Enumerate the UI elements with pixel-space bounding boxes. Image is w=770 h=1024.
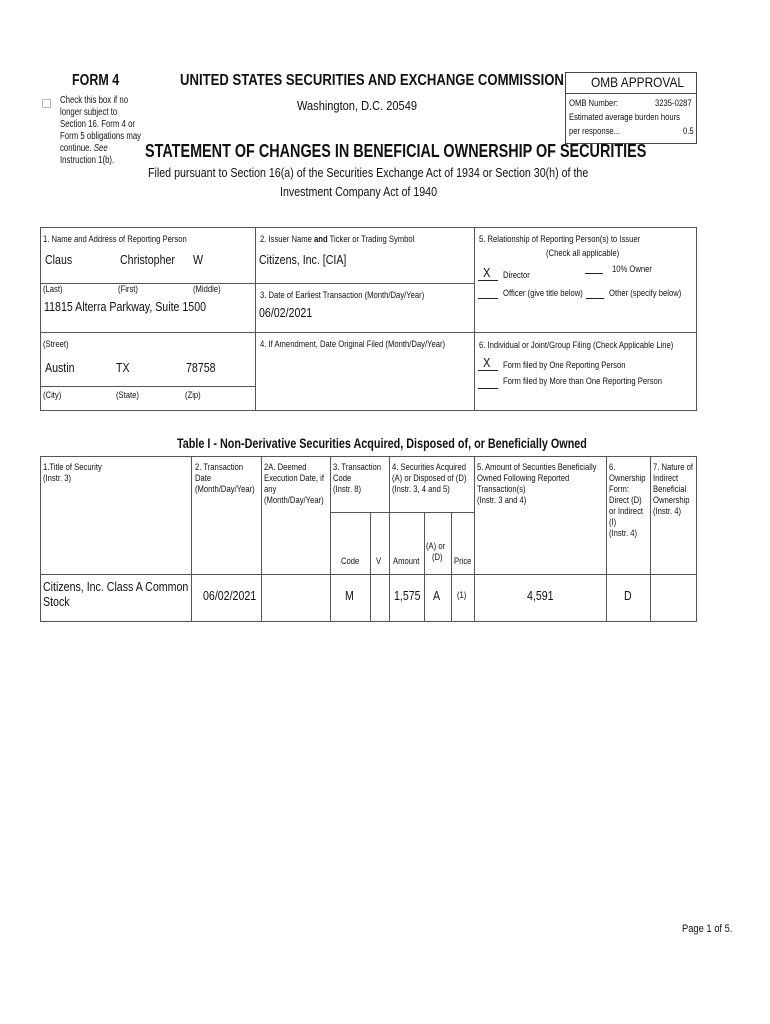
officer-label: Officer (give title below) xyxy=(503,288,583,298)
reporting-person-street: 11815 Alterra Parkway, Suite 1500 xyxy=(44,300,207,314)
row-a-or-d: A xyxy=(433,589,441,603)
col-amount-owned: 5. Amount of Securities Beneficially Owned Following Reported Transaction(s) (Instr. 3 and 4) xyxy=(477,462,597,505)
col-transaction-date: 2. Transaction Date (Month/Day/Year) xyxy=(195,462,255,494)
col-transaction-code: 3. Transaction Code (Instr. 8) xyxy=(333,462,382,494)
form-title: FORM 4 xyxy=(72,72,120,89)
omb-burden-value: 0.5 xyxy=(683,126,694,136)
middle-name-label: (Middle) xyxy=(193,284,221,294)
commission-title: UNITED STATES SECURITIES AND EXCHANGE COMMISSION xyxy=(180,72,564,89)
subcol-code: Code xyxy=(341,556,360,566)
checkbox-instruction-text: Check this box if no longer subject to Section 16. Form 4 or Form 5 obligations may continue. See Instruction 1(b). xyxy=(60,95,142,166)
state-label: (State) xyxy=(116,390,139,400)
subcol-amount: Amount xyxy=(393,556,420,566)
zip-label: (Zip) xyxy=(185,390,201,400)
reporting-person-first: Christopher xyxy=(120,253,175,267)
row-security-title: Citizens, Inc. Class A Common Stock xyxy=(43,580,189,609)
omb-burden-label: Estimated average burden hours xyxy=(569,112,681,122)
first-name-label: (First) xyxy=(118,284,138,294)
page-number: Page 1 of 5. xyxy=(682,923,733,935)
more-persons-label: Form filed by More than One Reporting Person xyxy=(503,376,663,386)
reporting-person-city: Austin xyxy=(45,361,75,375)
reporting-person-state: TX xyxy=(116,361,130,375)
omb-approval-title: OMB APPROVAL xyxy=(591,74,685,90)
filed-pursuant-line-1: Filed pursuant to Section 16(a) of the Securities Exchange Act of 1934 or Section 30(h) of the xyxy=(148,165,589,180)
director-check[interactable]: X xyxy=(483,265,491,280)
earliest-transaction-label: 3. Date of Earliest Transaction (Month/Day/Year) xyxy=(260,290,425,300)
row-amount-owned: 4,591 xyxy=(527,589,554,603)
ten-pct-owner-label: 10% Owner xyxy=(612,264,652,274)
reporting-person-last: Claus xyxy=(45,253,73,267)
reporting-person-middle: W xyxy=(193,253,204,267)
commission-city: Washington, D.C. 20549 xyxy=(297,98,417,113)
issuer-label: 2. Issuer Name and Ticker or Trading Symbol xyxy=(260,234,415,244)
last-name-label: (Last) xyxy=(43,284,63,294)
director-label: Director xyxy=(503,270,530,280)
reporting-person-zip: 78758 xyxy=(186,361,216,375)
row-transaction-date: 06/02/2021 xyxy=(203,589,257,603)
omb-burden-label-2: per response... xyxy=(569,126,621,136)
one-person-label: Form filed by One Reporting Person xyxy=(503,360,626,370)
relationship-label: 5. Relationship of Reporting Person(s) to Issuer xyxy=(479,234,641,244)
street-label: (Street) xyxy=(43,339,69,349)
filed-pursuant-line-2: Investment Company Act of 1940 xyxy=(280,184,438,199)
no-longer-subject-checkbox[interactable] xyxy=(42,99,51,108)
row-amount: 1,575 xyxy=(394,589,421,603)
col-title-of-security: 1.Title of Security (Instr. 3) xyxy=(43,462,102,483)
other-label: Other (specify below) xyxy=(609,288,682,298)
subcol-v: V xyxy=(376,556,382,566)
amendment-label: 4. If Amendment, Date Original Filed (Month/Day/Year) xyxy=(260,339,446,349)
row-price: (1) xyxy=(457,590,467,600)
city-label: (City) xyxy=(43,390,62,400)
other-check[interactable] xyxy=(586,298,604,299)
more-persons-check[interactable] xyxy=(478,388,498,389)
subcol-price: Price xyxy=(454,556,472,566)
earliest-transaction-date: 06/02/2021 xyxy=(259,306,313,320)
table-1-title: Table I - Non-Derivative Securities Acquired, Disposed of, or Beneficially Owned xyxy=(177,436,587,451)
col-securities-acquired: 4. Securities Acquired (A) or Disposed of (D) (Instr. 3, 4 and 5) xyxy=(392,462,467,494)
omb-number-label: OMB Number: xyxy=(569,98,618,108)
relationship-check-all: (Check all applicable) xyxy=(546,248,620,258)
ten-pct-owner-check[interactable] xyxy=(585,273,603,274)
issuer-name: Citizens, Inc. [CIA] xyxy=(259,253,347,267)
row-ownership-form: D xyxy=(624,589,632,603)
one-person-check[interactable]: X xyxy=(483,355,491,370)
statement-title: STATEMENT OF CHANGES IN BENEFICIAL OWNERSHIP OF SECURITIES xyxy=(145,141,647,161)
reporting-person-label: 1. Name and Address of Reporting Person xyxy=(43,234,187,244)
col-ownership-form: 6. Ownership Form: Direct (D) or Indirect (I) (Instr. 4) xyxy=(609,462,646,538)
row-transaction-code: M xyxy=(345,589,354,603)
col-nature-indirect: 7. Nature of Indirect Beneficial Ownership (Instr. 4) xyxy=(653,462,693,516)
omb-number-value: 3235-0287 xyxy=(655,98,692,108)
officer-check[interactable] xyxy=(478,298,498,299)
col-deemed-execution-date: 2A. Deemed Execution Date, if any (Month/Day/Year) xyxy=(264,462,324,505)
subcol-a-or-d: (A) or (D) xyxy=(426,541,446,562)
filing-label: 6. Individual or Joint/Group Filing (Check Applicable Line) xyxy=(479,340,674,350)
